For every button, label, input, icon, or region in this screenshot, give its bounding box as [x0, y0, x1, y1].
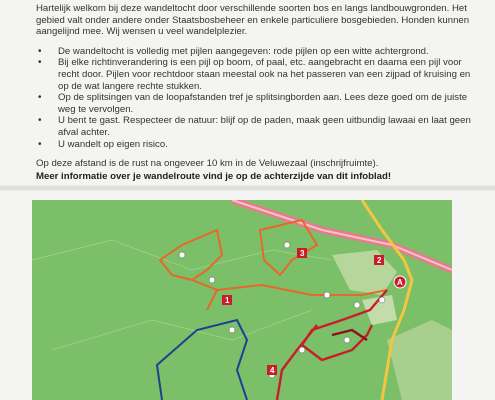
field-area: [332, 250, 397, 295]
route-orange: [192, 280, 217, 310]
info-text: [36, 3, 476, 190]
route-map: [32, 200, 452, 400]
intro-paragraph: Hartelijk welkom bij deze wandeltocht door verschillende soorten bos en langs landbouwgronden. Het gebied valt onder andere onder Staatsbosbeheer en enkele particuliere bosgebieden. Honden kunnen aangelijnd mee. Wij wensen u veel wandelplezier.: [36, 3, 470, 38]
rule-item: • U wandelt op eigen risico.: [36, 139, 476, 151]
rules-list: [36, 46, 476, 150]
route-marker-4-label: 4: [270, 366, 275, 375]
route-red: [277, 325, 317, 400]
rule-item: • Op de splitsingen van de loopafstanden tref je splitsingborden aan. Lees deze goed om de juiste weg te vervolgen.: [36, 92, 476, 115]
route-map-graphic: [32, 200, 452, 400]
route-marker-3-label: 3: [300, 249, 305, 258]
rest-note: Op deze afstand is de rust na ongeveer 10 km in de Veluwezaal (inschrijfruimte).: [36, 158, 379, 170]
route-marker-1-label: 1: [225, 296, 230, 305]
rule-item: • De wandeltocht is volledig met pijlen aangegeven: rode pijlen op een witte achtergrond.: [36, 46, 476, 58]
route-marker-2-label: 2: [377, 256, 382, 265]
start-marker-label: A: [397, 278, 403, 287]
rule-item: • Bij elke richtinverandering is een pijl op boom, of paal, etc. aangebracht en daarna een pijl voor recht door. Pijlen voor rechtdoor staan meestal ook na het passeren van een zijpad of kruising en op de wat langere rechte stukken.: [36, 57, 476, 92]
more-info-note: Meer informatie over je wandelroute vind je op de achterzijde van dit infoblad!: [36, 170, 392, 182]
rule-item: • U bent te gast. Respecteer de natuur: blijf op de paden, maak geen uitbundig lawaai en laat geen afval achter.: [36, 115, 476, 138]
route-orange: [160, 230, 222, 280]
